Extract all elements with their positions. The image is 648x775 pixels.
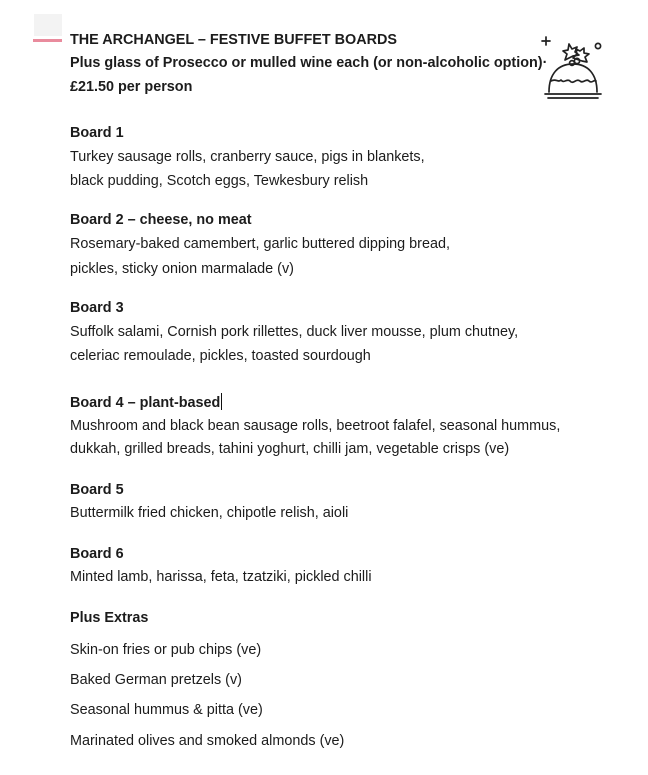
margin-marker [33,39,62,42]
board-1-line-2: black pudding, Scotch eggs, Tewkesbury relish [70,173,369,189]
board-6-title: Board 6 [70,546,124,562]
board-3-title: Board 3 [70,300,124,316]
christmas-pudding-icon [536,34,606,104]
text-cursor [221,393,222,410]
extras-item: Baked German pretzels (v) [70,672,242,688]
extras-item: Seasonal hummus & pitta (ve) [70,702,263,718]
board-6-line-1: Minted lamb, harissa, feta, tzatziki, pickled chilli [70,569,372,585]
board-4-heading [70,393,222,412]
page-title: THE ARCHANGEL – FESTIVE BUFFET BOARDS [70,32,398,48]
board-5-title: Board 5 [70,482,124,498]
board-4-line-1: Mushroom and black bean sausage rolls, beetroot falafel, seasonal hummus, [70,418,561,434]
extras-item: Marinated olives and smoked almonds (ve) [70,733,345,749]
board-2-line-2: pickles, sticky onion marmalade (v) [70,261,294,277]
extras-title: Plus Extras [70,610,149,626]
board-1-title: Board 1 [70,125,124,141]
board-5-line-1: Buttermilk fried chicken, chipotle relish, aioli [70,505,349,521]
price: £21.50 per person [70,79,193,95]
drinks-note: Plus glass of Prosecco or mulled wine each (or non-alcoholic option)· [70,55,548,71]
board-3-line-1: Suffolk salami, Cornish pork rillettes, duck liver mousse, plum chutney, [70,324,519,340]
extras-item: Skin-on fries or pub chips (ve) [70,642,262,658]
page-corner [34,14,62,36]
board-4-line-2: dukkah, grilled breads, tahini yoghurt, chilli jam, vegetable crisps (ve) [70,441,510,457]
board-4-title: Board 4 – plant-based [70,395,221,411]
board-2-line-1: Rosemary-baked camembert, garlic buttered dipping bread, [70,236,450,252]
board-3-line-2: celeriac remoulade, pickles, toasted sourdough [70,348,371,364]
board-1-line-1: Turkey sausage rolls, cranberry sauce, pigs in blankets, [70,149,425,165]
board-2-title: Board 2 – cheese, no meat [70,212,252,228]
